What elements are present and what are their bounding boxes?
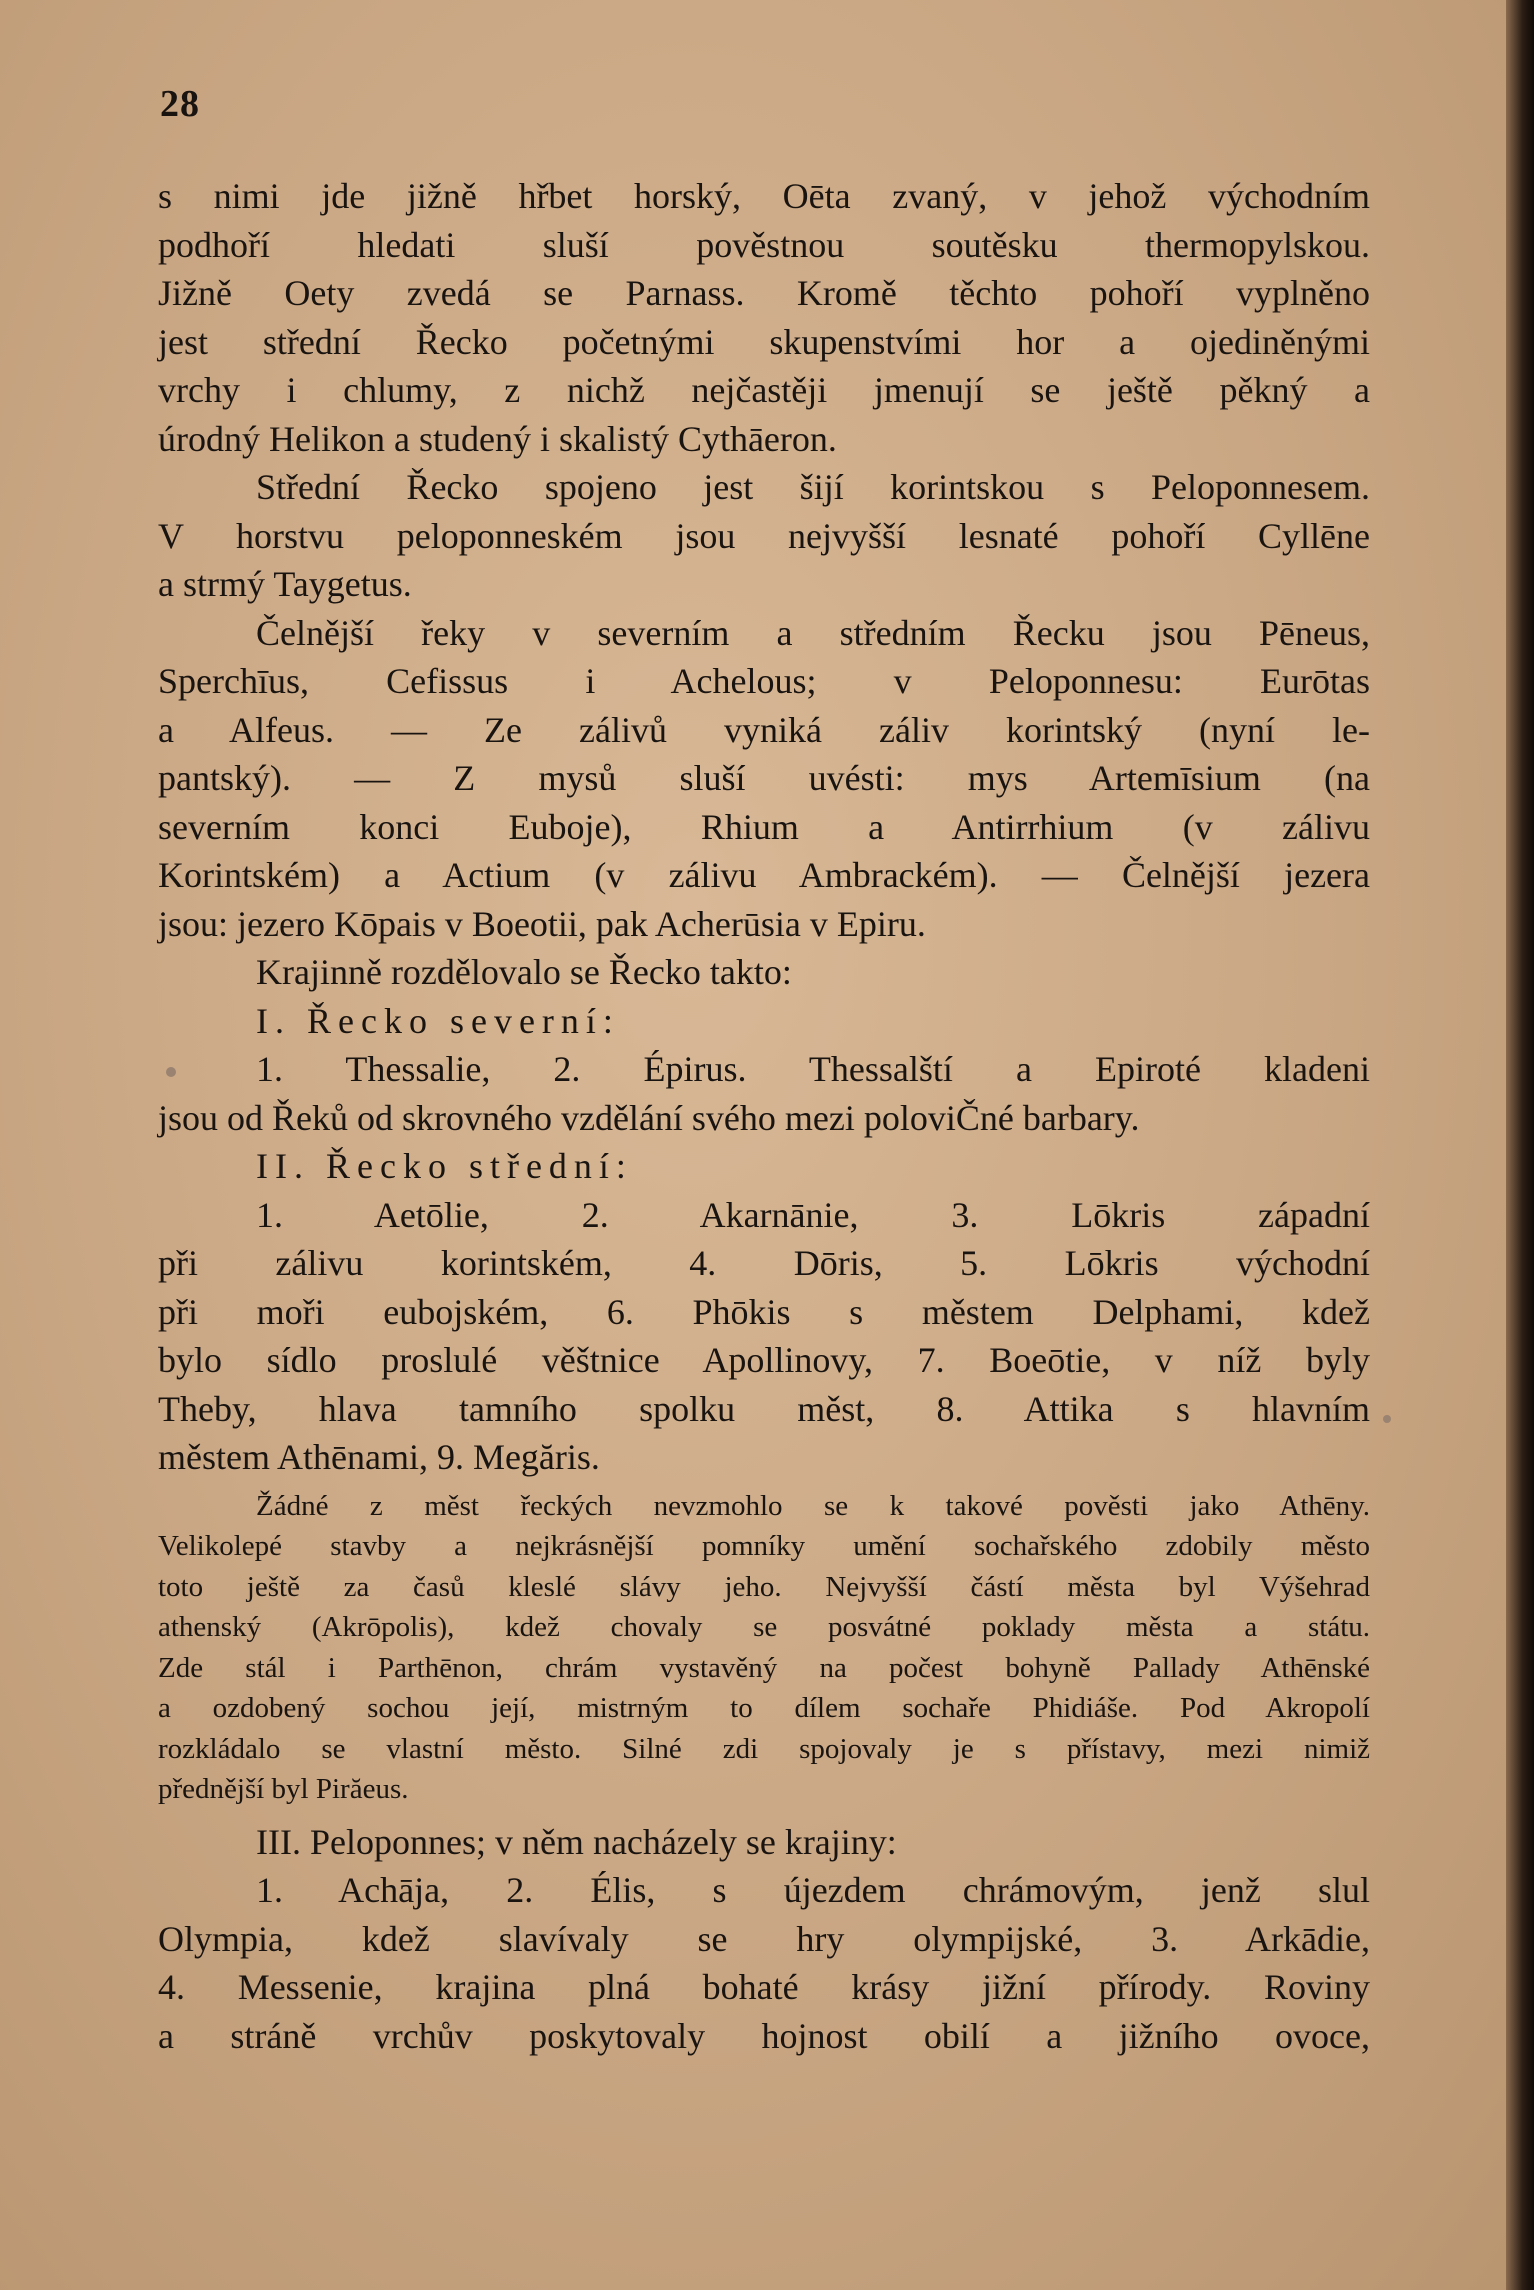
text-line: městem Athēnami, 9. Megăris. (158, 1437, 600, 1477)
text-line: Jižně Oety zvedá se Parnass. Kromě těchto pohoří vyplněno (158, 273, 1370, 313)
text-line: Korintském) a Actium (v zálivu Ambrackém). — Čelnější jezera (158, 855, 1370, 895)
paragraph-start: Krajinně rozdělovalo se Řecko takto: (256, 952, 792, 992)
text-line: s nimi jde jižně hřbet horský, Oēta zvaný, v jehož východním (158, 176, 1370, 216)
text-line: bylo sídlo proslulé věštnice Apollinovy, 7. Boeōtie, v níž byly (158, 1340, 1370, 1380)
text-line: Theby, hlava tamního spolku měst, 8. Attika s hlavním (158, 1388, 1370, 1429)
text-line: severním konci Euboje), Rhium a Antirrhium (v zálivu (158, 806, 1370, 847)
note-line: athenský (Akrōpolis), kdež chovaly se posvátné poklady města a státu. (158, 1611, 1370, 1643)
text-line: a stráně vrchův poskytovaly hojnost obilí a jižního ovoce, (158, 2015, 1370, 2056)
body-text (158, 172, 1370, 2060)
text-line: a Alfeus. — Ze zálivů vyniká záliv korintský (nyní le- (158, 709, 1370, 750)
text-line: jest střední Řecko početnými skupenstvími hor a ojediněnými (158, 321, 1370, 362)
text-line: podhoří hledati sluší pověstnou soutěsku thermopylskou. (158, 224, 1370, 265)
paragraph-start: 1. Achāja, 2. Élis, s újezdem chrámovým, jenž slul (256, 1870, 1370, 1910)
text-line: 4. Messenie, krajina plná bohaté krásy jižní přírody. Roviny (158, 1967, 1370, 2007)
text-line: pantský). — Z mysů sluší uvésti: mys Artemīsium (na (158, 758, 1370, 798)
paragraph-start: 1. Aetōlie, 2. Akarnānie, 3. Lōkris západní (256, 1194, 1370, 1235)
page-number: 28 (160, 83, 200, 125)
ink-speck (1383, 1415, 1391, 1423)
note-line: Žádné z měst řeckých nevzmohlo se k takové pověsti jako Athēny. (256, 1489, 1370, 1522)
text-line: vrchy i chlumy, z nichž nejčastěji jmenují se ještě pěkný a (158, 370, 1370, 410)
note-line: přednější byl Pirăeus. (158, 1773, 409, 1805)
note-line: Zde stál i Parthēnon, chrám vystavěný na počest bohyně Pallady Athēnské (158, 1651, 1370, 1684)
text-line: úrodný Helikon a studený i skalistý Cythāeron. (158, 418, 837, 459)
text-line: při zálivu korintském, 4. Dōris, 5. Lōkris východní (158, 1243, 1370, 1283)
note-line: Velikolepé stavby a nejkrásnější pomníky umění sochařského zdobily město (158, 1530, 1370, 1562)
text-line: a strmý Taygetus. (158, 564, 412, 604)
section-heading: III. Peloponnes; v něm nacházely se krajiny: (256, 1821, 897, 1862)
paragraph-start: Čelnější řeky v severním a středním Řecku jsou Pēneus, (256, 612, 1370, 653)
text-line: jsou od Řeků od skrovného vzdělání svého mezi poloviČné barbary. (158, 1097, 1140, 1138)
text-line: jsou: jezero Kōpais v Boeotii, pak Acherūsia v Epiru. (158, 903, 926, 944)
section-heading: I. Řecko severní: (256, 1000, 620, 1041)
note-line: a ozdobený sochou její, mistrným to dílem sochaře Phidiáše. Pod Akropolí (158, 1692, 1370, 1724)
note-line: toto ještě za časů kleslé slávy jeho. Nejvyšší částí města byl Výšehrad (158, 1570, 1370, 1603)
text-line: Olympia, kdež slavívaly se hry olympijské, 3. Arkādie, (158, 1918, 1370, 1959)
small-print-note (158, 1486, 1370, 1810)
text-line: V horstvu peloponneském jsou nejvyšší lesnaté pohoří Cyllēne (158, 515, 1370, 556)
text-line: při moři eubojském, 6. Phōkis s městem Delphami, kdež (158, 1291, 1370, 1332)
page-edge-shadow (1506, 0, 1534, 2290)
text-line: Sperchīus, Cefissus i Achelous; v Peloponnesu: Eurōtas (158, 661, 1370, 701)
paragraph-start: Střední Řecko spojeno jest šijí korintskou s Peloponnesem. (256, 467, 1370, 507)
section-heading: II. Řecko střední: (256, 1146, 633, 1186)
note-line: rozkládalo se vlastní město. Silné zdi spojovaly je s přístavy, mezi nimiž (158, 1732, 1370, 1765)
paragraph-start: 1. Thessalie, 2. Épirus. Thessalští a Epiroté kladeni (256, 1049, 1370, 1089)
